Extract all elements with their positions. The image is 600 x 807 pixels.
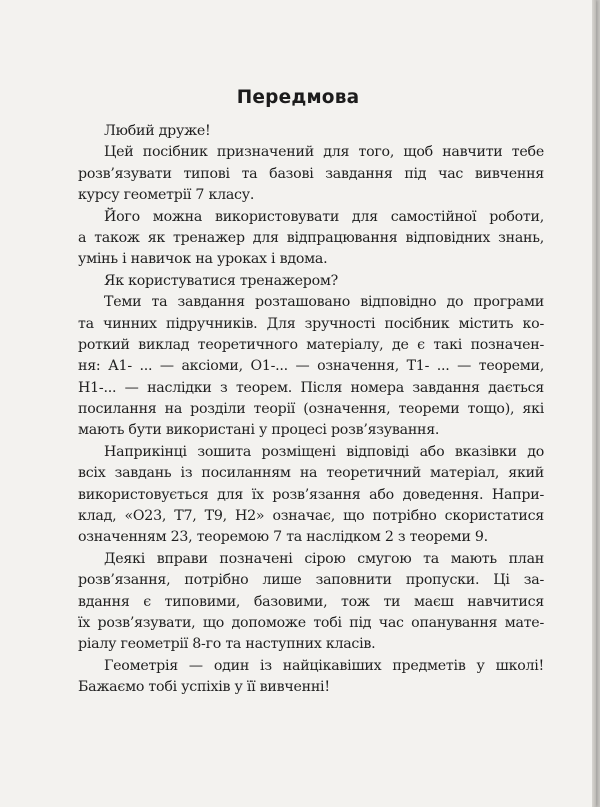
text-line: їх розв’язувати, що допоможе тобі під час опанування мате- [78,614,544,631]
text-line: використовується для їх розв’язання або доведення. Напри- [78,486,544,503]
page-edge [592,0,596,807]
text-line: Як користуватися тренажером? [104,272,339,289]
text-line: означенням 23, теоремою 7 та наслідком 2 з теореми 9. [78,529,488,546]
text-line: Любий друже! [104,123,211,139]
text-line: розв’язання, потрібно лише заповнити пропуски. Ці за- [78,572,544,589]
text-line: вдання є типовими, базовими, тож ти маєш навчитися [78,593,544,610]
text-line: Наприкінці зошита розміщені відповіді або вказівки до [104,443,544,460]
text-line: всіх завдань із посиланням на теоретичний матеріал, який [78,465,544,482]
text-line: Н1-... — наслідки з теорем. Після номера завдання дається [78,379,544,396]
text-line: умінь і навичок на уроках і вдома. [78,251,328,268]
text-line: курсу геометрії 7 класу. [78,187,255,204]
text-line: мають бути використані у процесі розв’язування. [78,422,440,439]
text-line: ня: А1- ... — аксіоми, О1-... — означення, Т1- ... — теореми, [78,358,544,375]
text-line: а також як тренажер для відпрацювання відповідних знань, [78,229,544,246]
text-line: ріалу геометрії 8-го та наступних класів. [78,636,376,653]
text-line: Теми та завдання розташовано відповідно до програми [104,294,544,311]
text-line: Бажаємо тобі успіхів у її вивченні! [78,679,330,696]
text-line: Його можна використовувати для самостійної роботи, [104,208,544,225]
text-line: розв’язувати типові та базові завдання під час вивчення [78,165,544,182]
body-text [78,121,544,699]
text-line: посилання на розділи теорії (означення, теореми тощо), які [78,401,544,418]
text-line: та чинних підручників. Для зручності посібник містить ко- [78,315,544,332]
text-line: Деякі вправи позначені сірою смугою та мають план [104,550,544,567]
text-line: Геометрія — один із найцікавіших предметів у школі! [104,657,544,674]
page-title: Передмова [236,87,360,108]
text-line: Цей посібник призначений для того, щоб навчити тебе [104,144,544,161]
text-line: роткий виклад теоретичного матеріалу, де є такі позначен- [78,336,544,353]
text-line: клад, «О23, Т7, Т9, Н2» означає, що потрібно скористатися [78,508,544,525]
